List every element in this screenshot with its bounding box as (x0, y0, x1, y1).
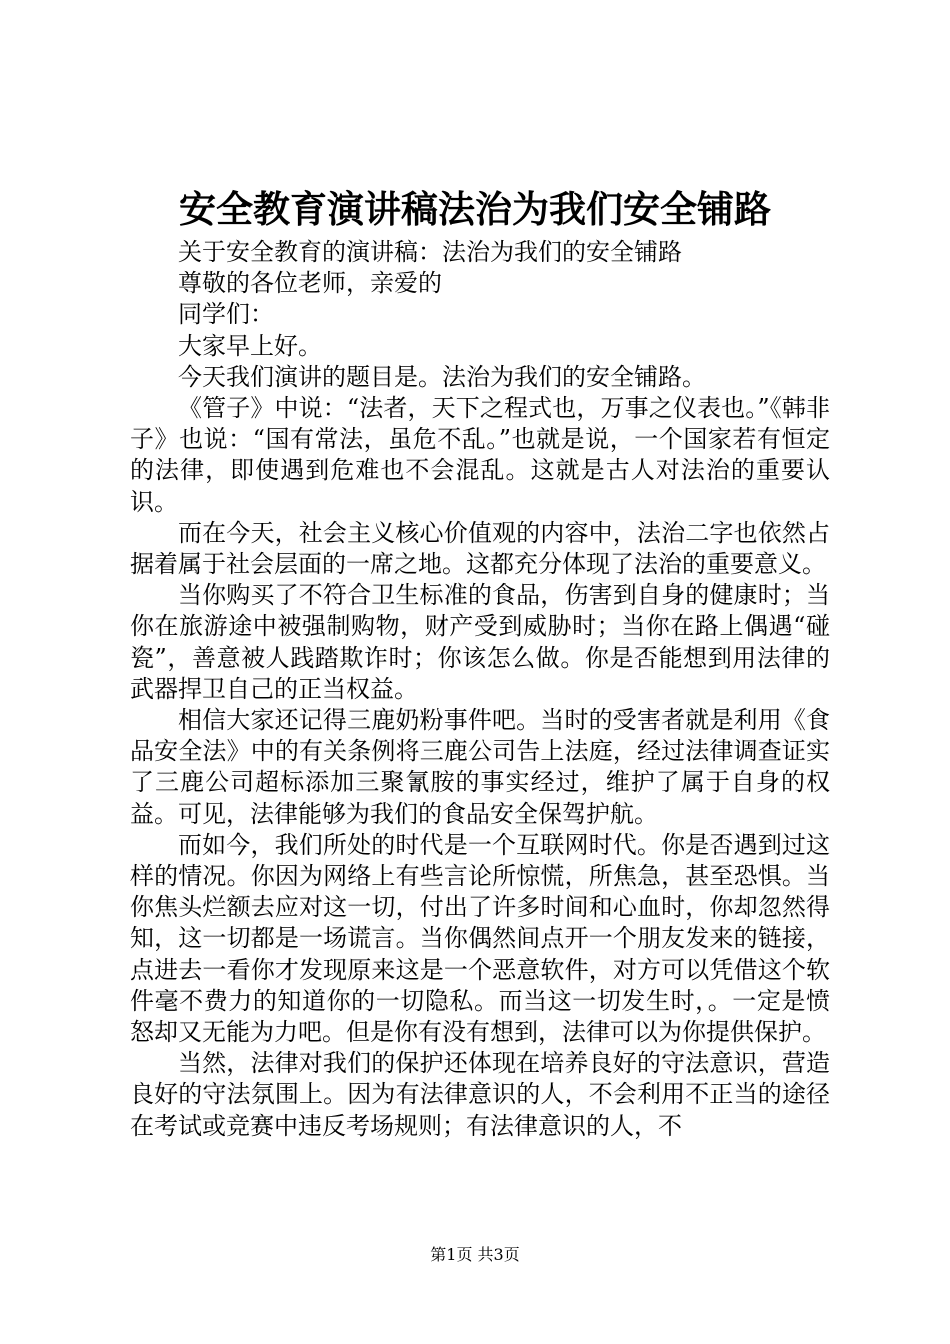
paragraph-awareness: 当然，法律对我们的保护还体现在培养良好的守法意识，营造良好的守法氛围上。因为有法律意识的人，不会利用不正当的途径在考试或竞赛中违反考场规则；有法律意识的人，不 (130, 1049, 830, 1140)
document-body (130, 237, 830, 1142)
paragraph-salutation-2: 同学们： (178, 300, 274, 329)
paragraph-guanzi: 《管子》中说：“法者，天下之程式也，万事之仪表也。”《韩非子》也说：“国有常法，虽危不乱。”也就是说，一个国家若有恒定的法律，即使遇到危难也不会混乱。这就是古人对法治的重要认识。 (130, 394, 830, 516)
paragraph-intro: 关于安全教育的演讲稿：法治为我们的安全铺路 (178, 238, 682, 266)
paragraph-core-values: 而在今天，社会主义核心价值观的内容中，法治二字也依然占据着属于社会层面的一席之地。这都充分体现了法治的重要意义。 (130, 518, 830, 579)
paragraph-salutation: 尊敬的各位老师，亲爱的 (178, 269, 442, 298)
paragraph-greeting: 大家早上好。 (178, 331, 322, 360)
paragraph-sanlu: 相信大家还记得三鹿奶粉事件吧。当时的受害者就是利用《食品安全法》中的有关条例将三鹿公司告上法庭，经过法律调查证实了三鹿公司超标添加三聚氰胺的事实经过，维护了属于自身的权益。可见，法律能够为我们的食品安全保驾护航。 (130, 706, 830, 828)
paragraph-topic: 今天我们演讲的题目是。法治为我们的安全铺路。 (178, 362, 706, 391)
document-title: 安全教育演讲稿法治为我们安全铺路 (179, 187, 771, 231)
paragraph-internet: 而如今，我们所处的时代是一个互联网时代。你是否遇到过这样的情况。你因为网络上有些言论所惊慌，所焦急，甚至恐惧。当你焦头烂额去应对这一切，付出了许多时间和心血时，你却忽然得知，这一切都是一场谎言。当你偶然间点开一个朋友发来的链接，点进去一看你才发现原来这是一个恶意软件，对方可以凭借这个软件毫不费力的知道你的一切隐私。而当这一切发生时，。一定是愤怒却又无能为力吧。但是你有没有想到，法律可以为你提供保护。 (130, 830, 830, 1047)
page-footer: 第1页 共3页 (430, 1245, 520, 1264)
paragraph-rights: 当你购买了不符合卫生标准的食品，伤害到自身的健康时；当你在旅游途中被强制购物，财产受到威胁时；当你在路上偶遇“碰瓷”，善意被人践踏欺诈时；你该怎么做。你是否能想到用法律的武器捍卫自己的正当权益。 (130, 581, 830, 703)
